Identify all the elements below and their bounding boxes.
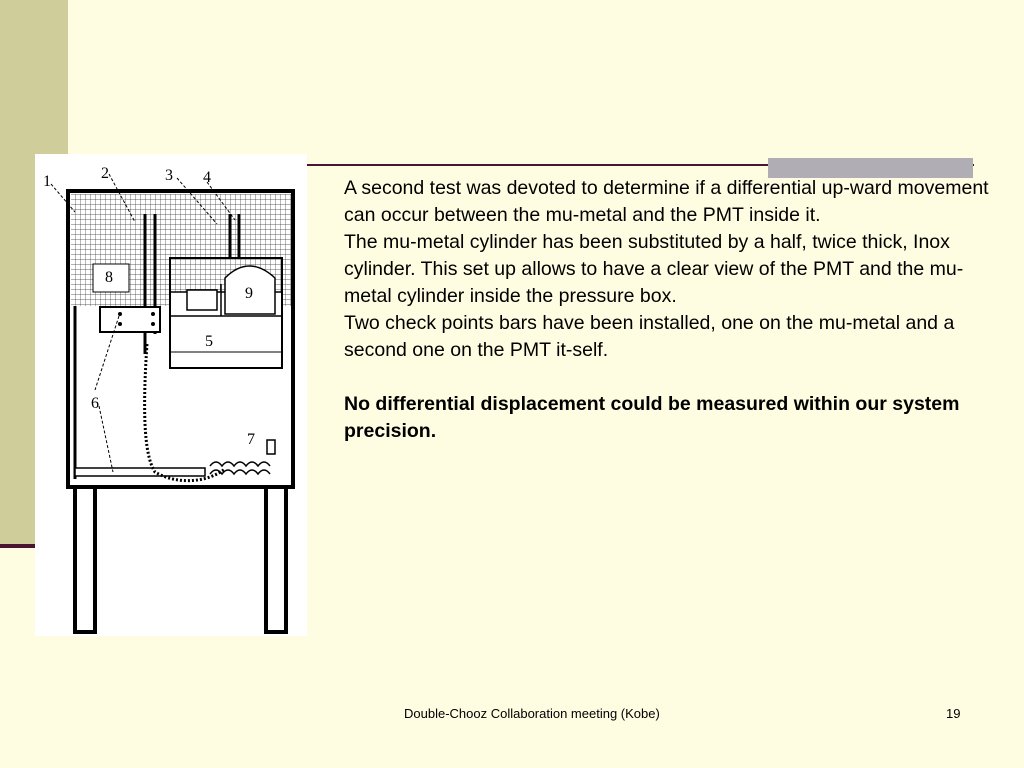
paragraph-test-description: A second test was devoted to determine if a differential up-ward movement can occur between the mu-metal and the PMT inside it. <box>344 177 989 226</box>
diagram-label-2: 2 <box>101 165 109 182</box>
clamp-plate <box>100 307 160 332</box>
conclusion-text: No differential displacement could be measured within our system precision. <box>344 393 960 442</box>
diagram-label-8: 8 <box>105 269 113 286</box>
diagram-label-1: 1 <box>43 173 51 190</box>
setup-diagram <box>35 154 307 636</box>
left-leg <box>75 487 95 632</box>
right-leg <box>266 487 286 632</box>
slide-number: 19 <box>946 706 961 721</box>
slide-body <box>344 175 996 445</box>
diagram-label-6: 6 <box>91 395 99 412</box>
diagram-label-3: 3 <box>165 167 173 184</box>
paragraph-check-points: Two check points bars have been installed, one on the mu-metal and a second one on the PMT it-self. <box>344 312 955 361</box>
bottom-shelf <box>75 468 205 476</box>
diagram-label-7: 7 <box>247 431 255 448</box>
diagram-label-4: 4 <box>203 169 211 186</box>
paragraph-inox-cylinder: The mu-metal cylinder has been substituted by a half, twice thick, Inox cylinder. This set up allows to have a clear view of the PMT and the mu-metal cylinder inside the pressure box. <box>344 231 964 307</box>
left-accent-rule <box>0 544 40 548</box>
footer-text: Double-Chooz Collaboration meeting (Kobe) <box>404 706 660 721</box>
diagram-label-9: 9 <box>245 285 253 302</box>
diagram-label-5: 5 <box>205 333 213 350</box>
